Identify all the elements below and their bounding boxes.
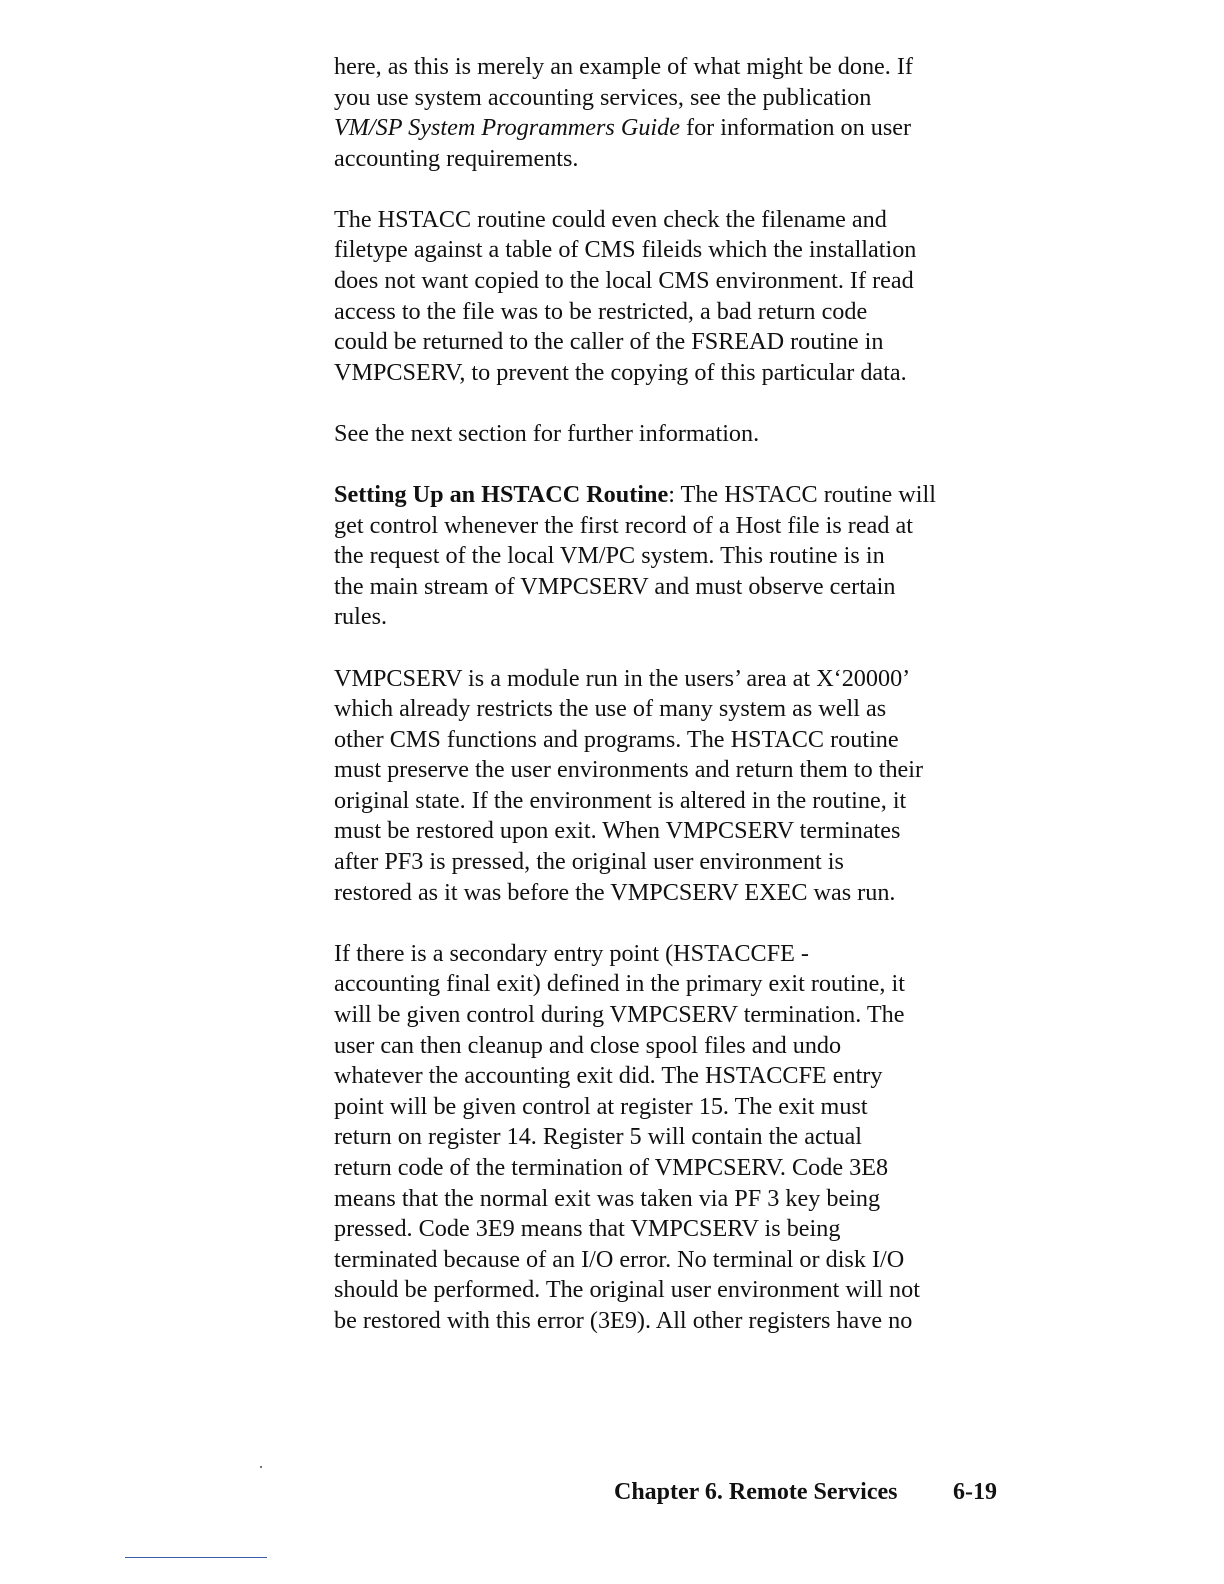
- paragraph-see-next-section: [334, 419, 1024, 450]
- section-heading-colon: :: [668, 481, 675, 509]
- paragraph-text: See the next section for further information.: [334, 419, 760, 447]
- paragraph-text: The HSTACC routine will get control whenever the first record of a Host file is read at the request of the local VM/PC system. This routine is in the main stream of VMPCSERV and must observe certain rules.: [334, 481, 936, 631]
- paragraph-vmpcserv-module: [334, 664, 1024, 909]
- paragraph-setting-up-hstacc: [334, 480, 1024, 633]
- paragraph-text: VMPCSERV is a module run in the users’ area at X‘20000’ which already restricts the use of many system as well as other CMS functions and programs. The HSTACC routine must preserve the user environments and return them to their original state. If the environment is altered in the routine, it must be restored upon exit. When VMPCSERV terminates after PF3 is pressed, the original user environment is restored as it was before the VMPCSERV EXEC was run.: [334, 664, 924, 906]
- footer-page-number: 6-19: [953, 1479, 997, 1505]
- scan-speck: [260, 1466, 262, 1468]
- section-heading: Setting Up an HSTACC Routine: [334, 481, 669, 509]
- paragraph-text: The HSTACC routine could even check the filename and filetype against a table of CMS fileids which the installation does not want copied to the local CMS environment. If read access to the file was to be restricted, a bad return code could be returned to the caller of the FSREAD routine in VMPCSERV, to prevent the copying of this particular data.: [334, 205, 917, 386]
- paragraph-secondary-entry-point: [334, 939, 1024, 1337]
- page-body: [334, 52, 1024, 1367]
- paragraph-text: If there is a secondary entry point (HSTACCFE - accounting final exit) defined in the primary exit routine, it will be given control during VMPCSERV termination. The user can then cleanup and close spool files and undo whatever the accounting exit did. The HSTACCFE entry point will be given control at register 15. The exit must return on register 14. Register 5 will contain the actual return code of the termination of VMPCSERV. Code 3E8 means that the normal exit was taken via PF 3 key being pressed. Code 3E9 means that VMPCSERV is being terminated because of an I/O error. No terminal or disk I/O should be performed. The original user environment will not be restored with this error (3E9). All other registers have no: [334, 939, 920, 1334]
- paragraph-hstacc-fileid-check: [334, 205, 1024, 389]
- paragraph-text: for information on user accounting requirements.: [334, 114, 912, 172]
- footer-chapter-title: Chapter 6. Remote Services: [614, 1479, 898, 1505]
- publication-title: VM/SP System Programmers Guide: [334, 114, 680, 142]
- page-footer: [614, 1479, 1034, 1506]
- paragraph-text: here, as this is merely an example of what might be done. If you use system accounting services, see the publication: [334, 53, 913, 111]
- bottom-edge-rule: [125, 1557, 267, 1558]
- paragraph-accounting-intro: [334, 52, 1024, 174]
